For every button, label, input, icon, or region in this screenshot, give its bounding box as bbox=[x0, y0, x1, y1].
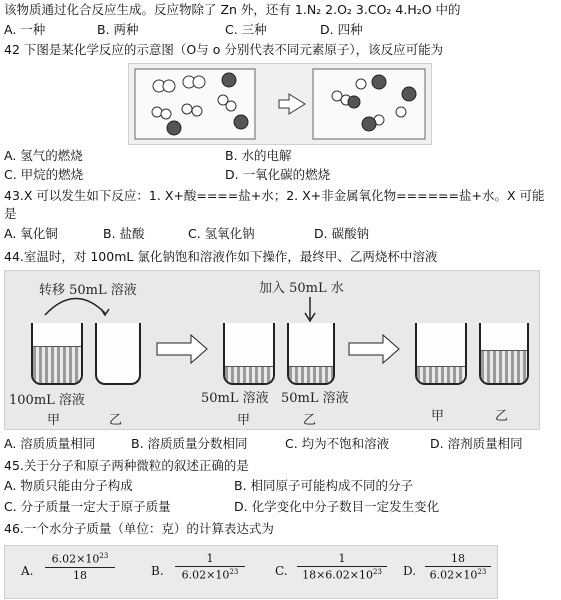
formula-letter-a[interactable]: A. bbox=[21, 564, 34, 578]
q41-option-d[interactable]: D. 四种 bbox=[320, 22, 363, 37]
den-d-exp: 23 bbox=[477, 568, 487, 576]
beaker-jia-3 bbox=[415, 323, 467, 385]
label-yi-2: 乙 bbox=[303, 413, 317, 428]
reaction-diagram-svg bbox=[129, 64, 431, 144]
atom-dark bbox=[372, 75, 386, 89]
fraction-bar bbox=[45, 567, 115, 568]
label-add-water: 加入 50mL 水 bbox=[259, 281, 344, 296]
den-a: 18 bbox=[73, 568, 87, 582]
label-jia-1: 甲 bbox=[47, 413, 61, 428]
q41-option-b[interactable]: B. 两种 bbox=[97, 22, 139, 37]
atom-white bbox=[152, 107, 162, 117]
formula-a[interactable] bbox=[45, 552, 115, 582]
num-d: 18 bbox=[451, 552, 465, 565]
beaker-yi-3 bbox=[479, 323, 529, 385]
formula-b[interactable] bbox=[175, 552, 245, 582]
reaction-diagram bbox=[128, 63, 432, 145]
atom-dark bbox=[362, 117, 376, 131]
label-yi-3: 乙 bbox=[495, 409, 509, 424]
q42-option-d[interactable]: D. 一氧化碳的燃烧 bbox=[225, 167, 331, 182]
dilution-figure bbox=[4, 270, 540, 430]
q43-stem-continued: 是 bbox=[4, 206, 17, 221]
formula-letter-c[interactable]: C. bbox=[275, 564, 288, 578]
label-transfer: 转移 50mL 溶液 bbox=[39, 283, 137, 298]
atom-dark bbox=[402, 87, 416, 101]
q42-option-a[interactable]: A. 氢气的燃烧 bbox=[4, 148, 83, 163]
atom-white bbox=[182, 104, 192, 114]
q41-option-a[interactable]: A. 一种 bbox=[4, 22, 46, 37]
atom-white bbox=[193, 76, 205, 88]
atom-white bbox=[192, 106, 202, 116]
liquid bbox=[33, 346, 81, 383]
label-50ml-jia: 50mL 溶液 bbox=[201, 391, 269, 406]
label-50ml-yi: 50mL 溶液 bbox=[281, 391, 349, 406]
atom-white bbox=[226, 101, 236, 111]
q41-option-c[interactable]: C. 三种 bbox=[225, 22, 267, 37]
num-b: 1 bbox=[206, 552, 214, 565]
q43-option-c[interactable]: C. 氢氧化钠 bbox=[188, 226, 255, 241]
num-a: 6.02×10 bbox=[51, 552, 100, 566]
label-100ml: 100mL 溶液 bbox=[9, 393, 85, 408]
num-a-exp: 23 bbox=[99, 552, 109, 560]
q45-option-a[interactable]: A. 物质只能由分子构成 bbox=[4, 478, 133, 493]
q44-stem: 44.室温时，对 100mL 氯化钠饱和溶液作如下操作，最终甲、乙两烧杯中溶液 bbox=[4, 249, 438, 264]
q43-option-a[interactable]: A. 氧化铜 bbox=[4, 226, 58, 241]
q42-option-c[interactable]: C. 甲烷的燃烧 bbox=[4, 167, 84, 182]
formula-strip bbox=[4, 545, 498, 599]
big-arrow-1 bbox=[157, 335, 207, 363]
den-d: 6.02×10 bbox=[429, 568, 478, 582]
q44-option-a[interactable]: A. 溶质质量相同 bbox=[4, 436, 96, 451]
q45-option-b[interactable]: B. 相同原子可能构成不同的分子 bbox=[234, 478, 414, 493]
q42-stem: 42 下图是某化学反应的示意图（O与 o 分别代表不同元素原子），该反应可能为 bbox=[4, 42, 444, 57]
q45-option-d[interactable]: D. 化学变化中分子数目一定发生变化 bbox=[234, 499, 440, 514]
q45-stem: 45.关于分子和原子两种微粒的叙述正确的是 bbox=[4, 458, 249, 473]
formula-letter-d[interactable]: D. bbox=[403, 564, 417, 578]
beaker-jia-2 bbox=[223, 323, 275, 385]
den-b-exp: 23 bbox=[229, 568, 239, 576]
atom-dark bbox=[222, 73, 236, 87]
q44-option-c[interactable]: C. 均为不饱和溶液 bbox=[285, 436, 390, 451]
liquid bbox=[481, 350, 527, 383]
beaker-yi-1 bbox=[95, 323, 141, 385]
q45-option-c[interactable]: C. 分子质量一定大于原子质量 bbox=[4, 499, 171, 514]
beaker-jia-1 bbox=[31, 323, 83, 385]
den-c: 18×6.02×10 bbox=[302, 568, 373, 582]
liquid bbox=[225, 366, 273, 383]
atom-white bbox=[396, 107, 406, 117]
q41-intro: 该物质通过化合反应生成。反应物除了 Zn 外，还有 1.N₂ 2.O₂ 3.CO₂ 4.H₂O 中的 bbox=[4, 2, 461, 17]
label-yi-1: 乙 bbox=[109, 413, 123, 428]
formula-d[interactable] bbox=[425, 552, 491, 582]
atom-white bbox=[163, 80, 175, 92]
q43-stem: 43.X 可以发生如下反应：1. X+酸====盐+水；2. X+非金属氧化物======盐+水。X 可能 bbox=[4, 188, 545, 203]
label-jia-3: 甲 bbox=[431, 409, 445, 424]
atom-white bbox=[356, 79, 366, 89]
fraction-bar bbox=[175, 566, 245, 567]
atom-white bbox=[332, 91, 342, 101]
q46-stem: 46.一个水分子质量（单位：克）的计算表达式为 bbox=[4, 521, 274, 536]
den-c-exp: 23 bbox=[373, 568, 382, 576]
q42-option-b[interactable]: B. 水的电解 bbox=[225, 148, 292, 163]
den-b: 6.02×10 bbox=[181, 568, 230, 582]
atom-dark bbox=[348, 96, 360, 108]
atom-white bbox=[161, 109, 171, 119]
reaction-arrow bbox=[279, 94, 305, 114]
liquid bbox=[417, 366, 465, 383]
beaker-yi-2 bbox=[287, 323, 335, 385]
atom-dark bbox=[167, 121, 181, 135]
q44-option-d[interactable]: D. 溶剂质量相同 bbox=[430, 436, 523, 451]
fraction-bar bbox=[425, 566, 491, 567]
transfer-curve bbox=[45, 298, 105, 315]
q43-option-b[interactable]: B. 盐酸 bbox=[103, 226, 145, 241]
q43-option-d[interactable]: D. 碳酸钠 bbox=[314, 226, 370, 241]
atom-dark bbox=[234, 115, 248, 129]
num-c: 1 bbox=[338, 552, 346, 565]
formula-c[interactable] bbox=[297, 552, 387, 582]
liquid bbox=[289, 366, 333, 383]
q44-option-b[interactable]: B. 溶质质量分数相同 bbox=[131, 436, 248, 451]
formula-letter-b[interactable]: B. bbox=[151, 564, 164, 578]
label-jia-2: 甲 bbox=[237, 413, 251, 428]
fraction-bar bbox=[297, 566, 387, 567]
big-arrow-2 bbox=[349, 335, 399, 363]
